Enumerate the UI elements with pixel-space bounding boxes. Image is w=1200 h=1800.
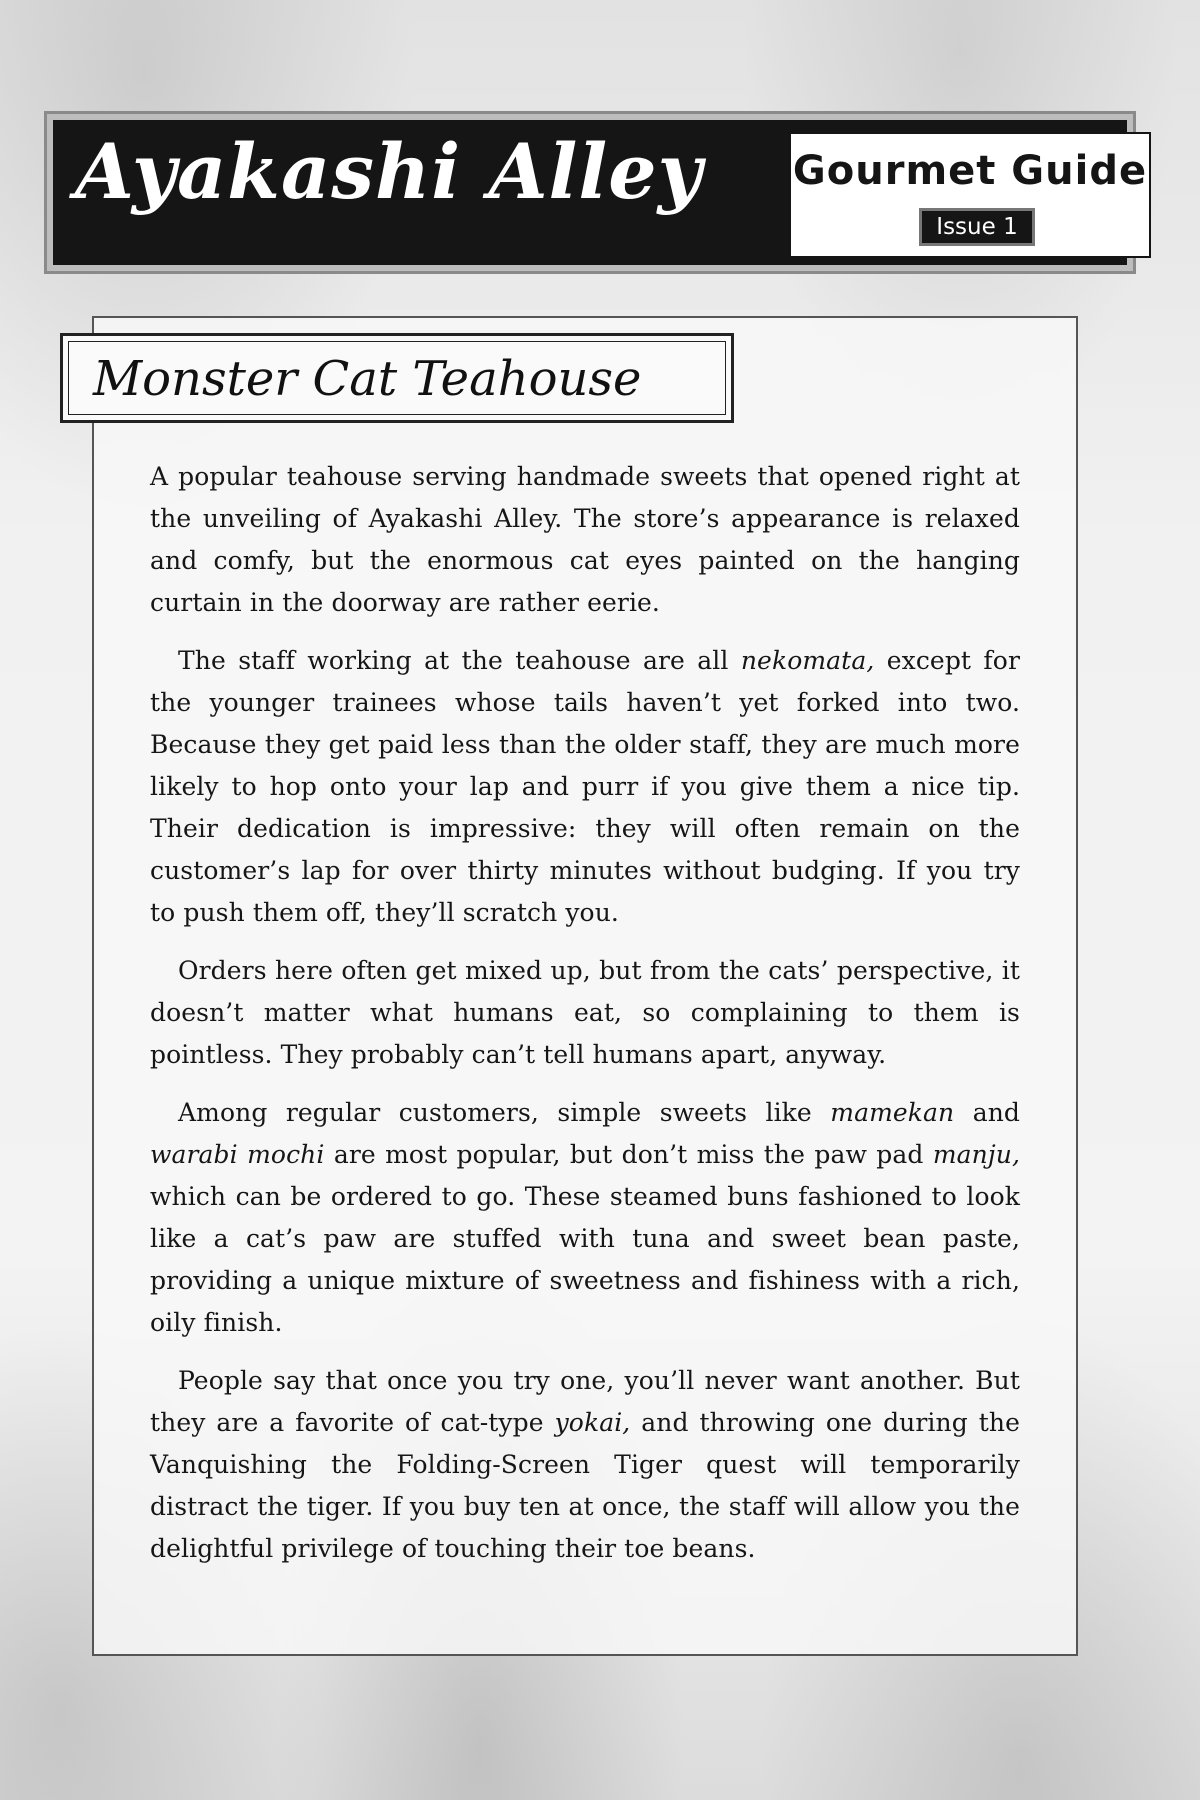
paragraph-4-text-d: which can be ordered to go. These steamed buns fashioned to look like a cat’s paw are stuffed with tuna and sweet bean paste, providing a unique mixture of sweetness and fishiness with a rich, oily finish. bbox=[150, 1182, 1020, 1337]
issue-badge: Issue 1 bbox=[919, 208, 1035, 246]
guide-title: Gourmet Guide bbox=[792, 148, 1148, 194]
paragraph-5-term: yokai, bbox=[554, 1408, 631, 1437]
paragraph-2 bbox=[150, 640, 1020, 934]
paragraph-5-text-b: and throwing one during the Vanquishing the Folding-Screen Tiger quest will temporarily distract the tiger. If you buy ten at once, the staff will allow you the delightful privilege of touching their toe beans. bbox=[150, 1408, 1020, 1563]
paragraph-4 bbox=[150, 1092, 1020, 1344]
guide-box bbox=[789, 132, 1151, 258]
paragraph-1: A popular teahouse serving handmade sweets that opened right at the unveiling of Ayakashi Alley. The store’s appearance is relaxed and comfy, but the enormous cat eyes painted on the hanging curtain in the doorway are rather eerie. bbox=[150, 462, 1020, 617]
article-title-box bbox=[60, 333, 734, 423]
paragraph-5 bbox=[150, 1360, 1020, 1570]
paragraph-5-text-a: People say that once you try one, you’ll never want another. But they are a favorite of cat-type bbox=[150, 1366, 1020, 1437]
header-banner bbox=[44, 111, 1148, 274]
article-title: Monster Cat Teahouse bbox=[68, 341, 726, 415]
paragraph-2-text-a: The staff working at the teahouse are all bbox=[178, 646, 741, 675]
paragraph-4-text-b: and bbox=[954, 1098, 1020, 1127]
paragraph-2-text-b: except for the younger trainees whose tails haven’t yet forked into two. Because they get paid less than the older staff, they are much more likely to hop onto your lap and purr if you give them a nice tip. Their dedication is impressive: they will often remain on the customer’s lap for over thirty minutes without budging. If you try to push them off, they’ll scratch you. bbox=[150, 646, 1020, 927]
paragraph-4-term-2: warabi mochi bbox=[150, 1140, 325, 1169]
article-body bbox=[150, 456, 1020, 1586]
header-banner-inner bbox=[53, 120, 1148, 265]
paragraph-4-text-a: Among regular customers, simple sweets like bbox=[178, 1098, 831, 1127]
paragraph-4-term-3: manju, bbox=[932, 1140, 1020, 1169]
paragraph-3: Orders here often get mixed up, but from the cats’ perspective, it doesn’t matter what humans eat, so complaining to them is pointless. They probably can’t tell humans apart, anyway. bbox=[150, 956, 1020, 1069]
publication-title: Ayakashi Alley bbox=[75, 127, 703, 216]
paragraph-2-term: nekomata, bbox=[740, 646, 875, 675]
paragraph-4-text-c: are most popular, but don’t miss the paw pad bbox=[324, 1140, 933, 1169]
paragraph-4-term-1: mamekan bbox=[830, 1098, 955, 1127]
